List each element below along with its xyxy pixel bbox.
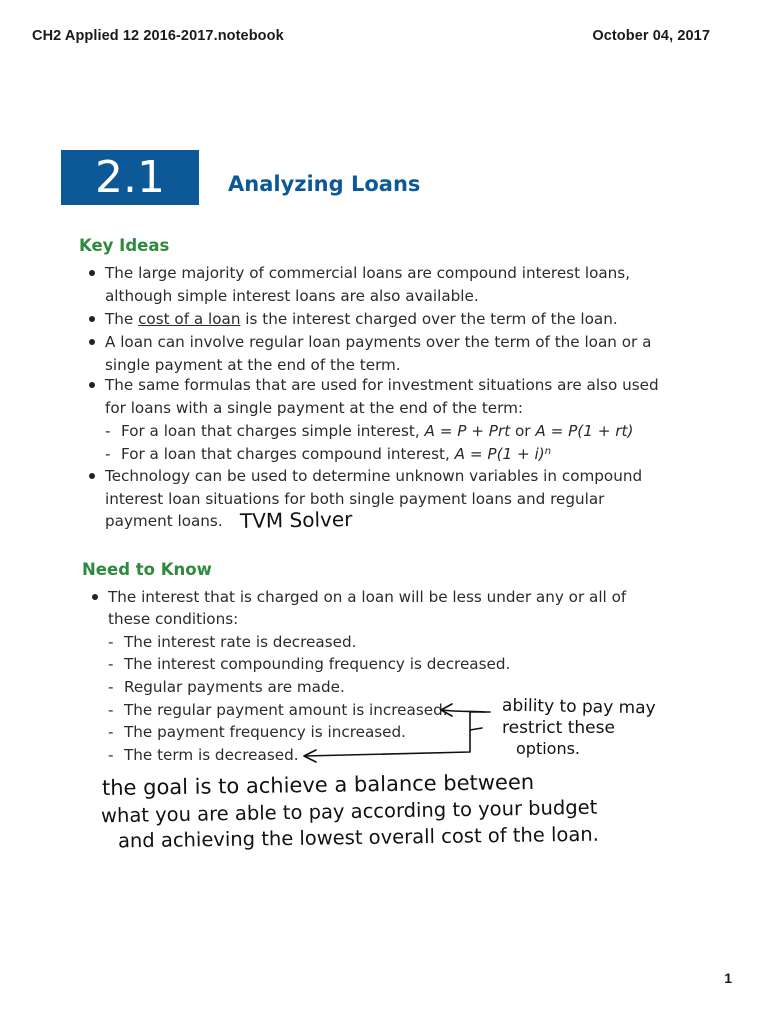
key-idea-5-line-2: interest loan situations for both single payment loans and regular	[105, 490, 605, 508]
key-idea-3-line-1: A loan can involve regular loan payments over the term of the loan or a	[105, 333, 652, 351]
key-idea-2-post: is the interest charged over the term of the loan.	[240, 310, 618, 328]
handwritten-summary-line-2: what you are able to pay according to your budget	[100, 795, 598, 828]
condition-item: The interest rate is decreased.	[124, 633, 357, 651]
key-idea-2-pre: The	[105, 310, 139, 328]
handwritten-summary-line-3: and achieving the lowest overall cost of the loan.	[117, 822, 600, 853]
formula-or: or	[510, 422, 536, 440]
key-ideas-heading: Key Ideas	[79, 236, 170, 255]
dash-icon: -	[108, 746, 114, 764]
handwritten-note-line-3: options.	[516, 739, 581, 758]
key-idea-5-line-3: payment loans.	[105, 512, 223, 530]
compound-interest-text: For a loan that charges compound interest,	[121, 445, 455, 463]
key-idea-4-line-1: The same formulas that are used for investment situations are also used	[105, 376, 659, 394]
formula-exponent: n	[544, 446, 552, 457]
formula-simple-2: A = P(1 + rt)	[535, 422, 634, 440]
need-line-2: these conditions:	[108, 610, 239, 628]
cost-of-a-loan-term: cost of a loan	[138, 310, 241, 328]
dash-icon: -	[105, 445, 111, 463]
need-to-know-heading: Need to Know	[82, 560, 212, 579]
handwritten-tvm-solver: TVM Solver	[239, 507, 353, 533]
dash-icon: -	[108, 701, 114, 719]
dash-icon: -	[105, 422, 111, 440]
condition-item: The interest compounding frequency is decreased.	[124, 655, 511, 673]
handwritten-note-line-1: ability to pay may	[501, 695, 656, 719]
key-idea-1-line-2: although simple interest loans are also available.	[105, 287, 479, 305]
dash-icon: -	[108, 655, 114, 673]
key-idea-3-line-2: single payment at the end of the term.	[105, 356, 401, 374]
dash-icon: -	[108, 678, 114, 696]
condition-item: The regular payment amount is increased.	[124, 701, 448, 719]
condition-item: The term is decreased.	[124, 746, 299, 764]
section-title: Analyzing Loans	[228, 172, 421, 196]
simple-interest-text: For a loan that charges simple interest,	[121, 422, 425, 440]
condition-item: The payment frequency is increased.	[124, 723, 406, 741]
condition-item: Regular payments are made.	[124, 678, 345, 696]
key-idea-1-line-1: The large majority of commercial loans are compound interest loans,	[105, 264, 631, 282]
formula-simple-1: A = P + Prt	[424, 422, 511, 440]
key-idea-5-line-1: Technology can be used to determine unknown variables in compound	[105, 467, 643, 485]
page-date: October 04, 2017	[592, 28, 710, 44]
handwritten-summary-line-1: the goal is to achieve a balance between	[101, 769, 535, 801]
need-line-1: The interest that is charged on a loan will be less under any or all of	[108, 588, 627, 606]
dash-icon: -	[108, 633, 114, 651]
section-number: 2.1	[95, 152, 165, 203]
notebook-title: CH2 Applied 12 2016-2017.notebook	[32, 28, 284, 44]
dash-icon: -	[108, 723, 114, 741]
page-number: 1	[724, 970, 732, 986]
handwritten-note-line-2: restrict these	[502, 718, 615, 738]
key-idea-4-line-2: for loans with a single payment at the end of the term:	[105, 399, 524, 417]
formula-compound: A = P(1 + i)	[454, 445, 545, 463]
